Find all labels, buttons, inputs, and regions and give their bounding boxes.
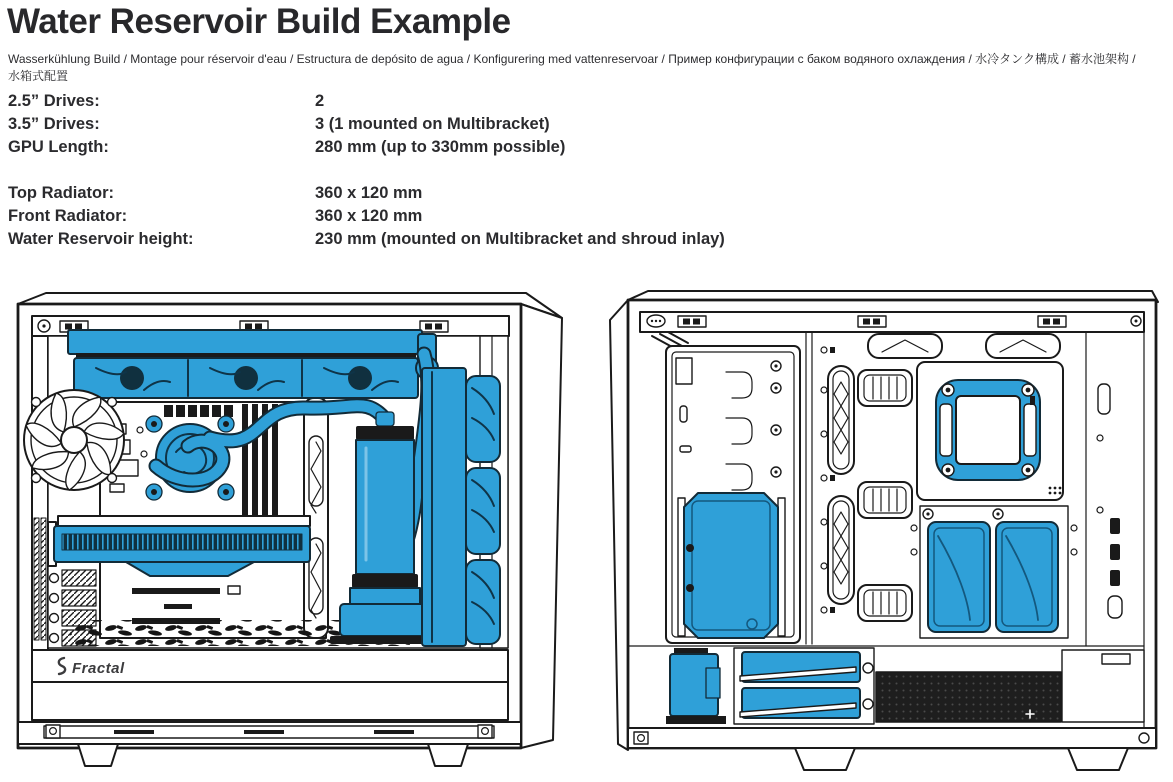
top-radiator — [68, 330, 438, 398]
spec-label: 2.5” Drives: — [8, 92, 100, 110]
case-interior-diagram — [14, 288, 566, 780]
spec-row — [8, 136, 725, 159]
fractal-logo-text: Fractal — [72, 660, 125, 677]
spec-row — [8, 113, 725, 136]
spec-value: 3 (1 mounted on Multibracket) — [315, 115, 550, 133]
spec-group-drives-gpu — [8, 90, 725, 159]
page-subtitle-translations: Wasserkühlung Build / Montage pour réservoir d'eau / Estructura de depósito de agua / Konfigurering med vattenreservoar / Пример конфигурации с баком водяного охлаждения / 水冷タンク構成 / 蓄水池架构 / 水箱式配置 — [8, 52, 1136, 83]
cpu-cutout-bracket — [917, 362, 1063, 500]
spec-row — [8, 90, 725, 113]
front-radiator — [422, 368, 500, 646]
spec-label: GPU Length: — [8, 138, 109, 156]
psu-shroud — [32, 650, 508, 720]
spec-label: 3.5” Drives: — [8, 115, 100, 133]
spec-value: 2 — [315, 92, 325, 110]
spec-value: 230 mm (mounted on Multibracket and shroud inlay) — [315, 230, 725, 248]
spec-row — [8, 228, 725, 251]
hdd-cage-drives — [734, 648, 874, 724]
multibracket-panel — [666, 346, 800, 643]
spec-row — [8, 182, 725, 205]
case-bottom — [628, 728, 1156, 770]
spec-value: 280 mm (up to 330mm possible) — [315, 138, 566, 156]
spec-value: 360 x 120 mm — [315, 184, 423, 202]
multibracket-hdd — [678, 493, 785, 638]
case-feet — [795, 748, 1128, 770]
pump-bottom — [666, 648, 726, 724]
ssd-drive — [928, 522, 990, 632]
rear-exhaust-fan — [24, 390, 124, 490]
spec-label: Water Reservoir height: — [8, 230, 194, 248]
build-diagrams — [0, 288, 1173, 782]
spec-value: 360 x 120 mm — [315, 207, 423, 225]
spec-label: Top Radiator: — [8, 184, 115, 202]
spec-group-cooling — [8, 182, 725, 251]
ssd-trays — [911, 506, 1077, 638]
spec-list — [8, 90, 725, 274]
ssd-drive — [996, 522, 1058, 632]
spec-row — [8, 205, 725, 228]
case-cable-side-diagram — [606, 288, 1168, 780]
page-title: Water Reservoir Build Example — [7, 2, 511, 41]
front-fans — [466, 376, 500, 644]
spec-label: Front Radiator: — [8, 207, 128, 225]
dust-filter — [876, 672, 1061, 722]
case-bottom — [18, 722, 521, 766]
